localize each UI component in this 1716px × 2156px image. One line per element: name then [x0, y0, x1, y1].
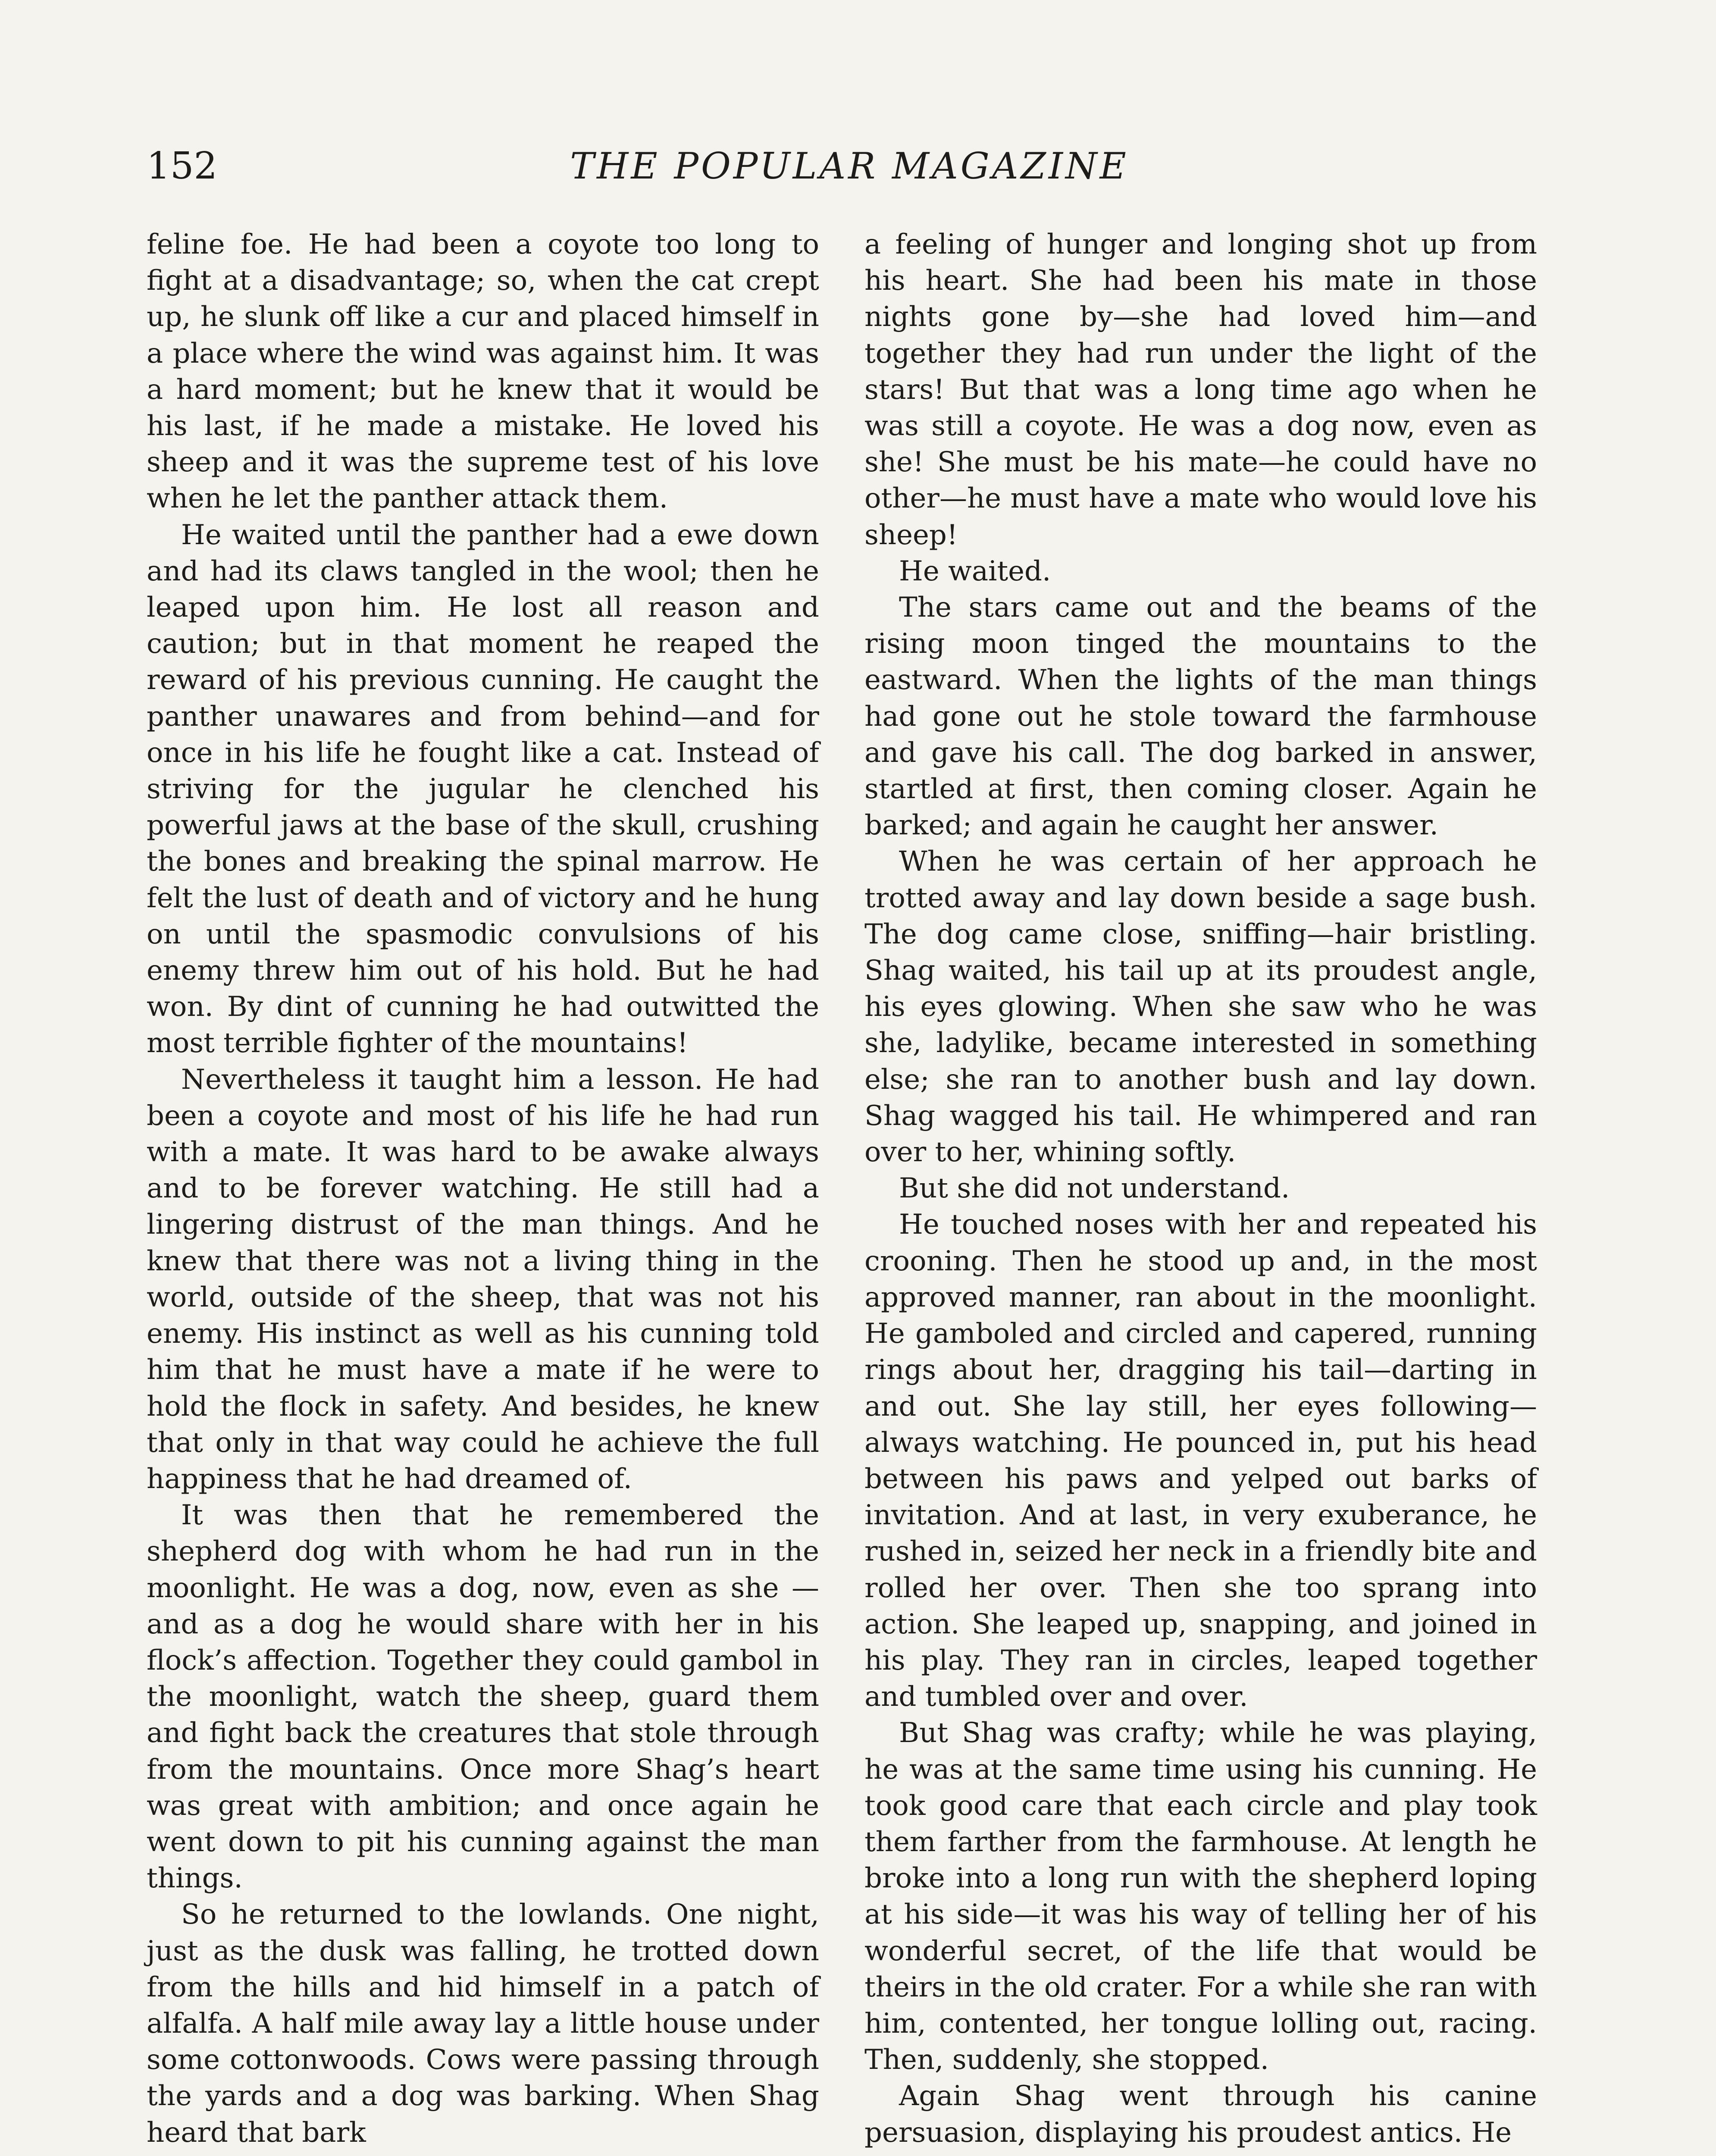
paragraph: He waited until the panther had a ewe down and had its claws tangled in the wool; then he leaped upon him. He lost all reason and caution; but in that moment he reaped the reward of his previous cunning. He caught the panther unawares and from behind—and for once in his life he fought like a cat. Instead of striving for the jugular he clenched his powerful jaws at the base of the skull, crushing the bones and breaking the spinal marrow. He felt the lust of death and of victory and he hung on until the spasmodic convulsions of his enemy threw him out of his hold. But he had won. By dint of cunning he had outwitted the most terrible fighter of the mountains! — [147, 519, 819, 1059]
paragraph: a feeling of hunger and longing shot up from his heart. She had been his mate in those nights gone by—she had loved him—and together they had run under the light of the stars! But that was a long time ago when he was still a coyote. He was a dog now, even as she! She must be his mate—he could have no other—he must have a mate who would love his sheep! — [864, 229, 1537, 551]
paragraph: When he was certain of her approach he trotted away and lay down beside a sage bush. The dog came close, sniffing—hair bristling. Shag waited, his tail up at its proudest angle, his eyes glowing. When she saw who he was she, ladylike, became interested in something else; she ran to another bush and lay down. Shag wagged his tail. He whimpered and ran over to her, whining softly. — [864, 846, 1537, 1169]
paragraph: But she did not understand. — [899, 1172, 1290, 1205]
magazine-title: THE POPULAR MAGAZINE — [570, 145, 1129, 187]
paragraph: Again Shag went through his canine persuasion, displaying his proudest antics. He — [864, 2080, 1537, 2149]
right-text-column — [864, 226, 1537, 2151]
page-header — [147, 142, 1552, 190]
paragraph: It was then that he remembered the shepherd dog with whom he had run in the moonlight. He was a dog, now, even as she —and as a dog he would share with her in his flock’s affection. Together they could gambol in the moonlight, watch the sheep, guard them and fight back the creatures that stole through from the mountains. Once more Shag’s heart was great with ambition; and once again he went down to pit his cunning against the man things. — [147, 1499, 819, 1895]
paragraph: But Shag was crafty; while he was playing, he was at the same time using his cunning. He took good care that each circle and play took them farther from the farmhouse. At length he broke into a long run with the shepherd loping at his side—it was his way of telling her of his wonderful secret, of the life that would be theirs in the old crater. For a while she ran with him, contented, her tongue lolling out, racing. Then, suddenly, she stopped. — [864, 1717, 1537, 2076]
paragraph: feline foe. He had been a coyote too long to fight at a disadvantage; so, when the cat crept up, he slunk off like a cur and placed himself in a place where the wind was against him. It was a hard moment; but he knew that it would be his last, if he made a mistake. He loved his sheep and it was the supreme test of his love when he let the panther attack them. — [147, 229, 819, 515]
left-text-column — [147, 226, 819, 2151]
paragraph: He touched noses with her and repeated his crooning. Then he stood up and, in the most approved manner, ran about in the moonlight. He gamboled and circled and capered, running rings about her, dragging his tail—darting in and out. She lay still, her eyes following—always watching. He pounced in, put his head between his paws and yelped out barks of invitation. And at last, in very exuberance, he rushed in, seized her neck in a friendly bite and rolled her over. Then she too sprang into action. She leaped up, snapping, and joined in his play. They ran in circles, leaped together and tumbled over and over. — [864, 1209, 1537, 1713]
paragraph: The stars came out and the beams of the rising moon tinged the mountains to the eastward. When the lights of the man things had gone out he stole toward the farmhouse and gave his call. The dog barked in answer, startled at first, then coming closer. Again he barked; and again he caught her answer. — [864, 592, 1537, 842]
paragraph: So he returned to the lowlands. One night, just as the dusk was falling, he trotted down from the hills and hid himself in a patch of alfalfa. A half mile away lay a little house under some cottonwoods. Cows were passing through the yards and a dog was barking. When Shag heard that bark — [147, 1899, 819, 2149]
page-number: 152 — [147, 144, 218, 188]
paragraph: Nevertheless it taught him a lesson. He had been a coyote and most of his life he had run with a mate. It was hard to be awake always and to be forever watching. He still had a lingering distrust of the man things. And he knew that there was not a living thing in the world, outside of the sheep, that was not his enemy. His instinct as well as his cunning told him that he must have a mate if he were to hold the flock in safety. And besides, he knew that only in that way could he achieve the full happiness that he had dreamed of. — [147, 1063, 819, 1495]
paragraph: He waited. — [899, 555, 1051, 587]
